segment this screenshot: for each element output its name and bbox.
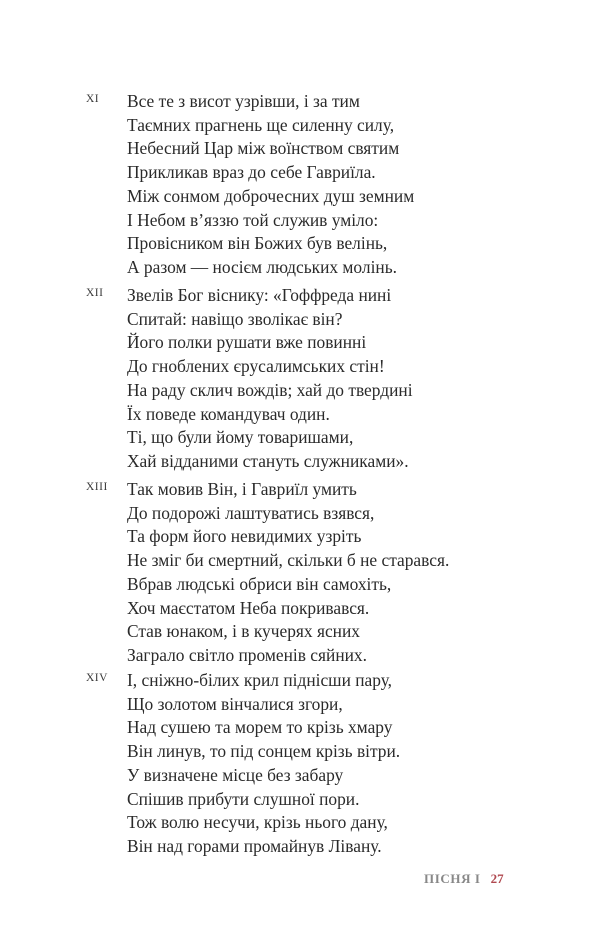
verse-line: Над сушею та морем то крізь хмару	[127, 717, 393, 738]
stanza-numeral: XIII	[86, 481, 108, 493]
verse-line: Та форм його невидимих узріть	[127, 526, 362, 547]
stanza-lines	[127, 478, 449, 668]
verse-line: Вбрав людські обриси він самохіть,	[127, 573, 392, 594]
running-title: ПІСНЯ І	[424, 871, 481, 886]
verse-line: Все те з висот узрівши, і за тим	[127, 91, 360, 111]
stanza-numeral: XII	[86, 287, 104, 299]
page-footer	[424, 871, 504, 887]
verse-line: Провісником він Божих був велінь,	[127, 233, 388, 254]
verse-line: Прикликав враз до себе Гавриїла.	[127, 162, 376, 183]
verse-line: Його полки рушати вже повинні	[127, 332, 367, 353]
verse-line: Не зміг би смертний, скільки б не старався.	[127, 550, 450, 571]
stanza-numeral: XIV	[86, 672, 108, 684]
verse-line: Що золотом вінчалися згори,	[127, 693, 343, 714]
verse-line: Він над горами промайнув Лівану.	[127, 835, 382, 856]
verse-line: Так мовив Він, і Гавриїл умить	[127, 479, 357, 499]
stanza-numeral: XI	[86, 93, 100, 105]
verse-line: Їх поведе командувач один.	[127, 403, 330, 424]
verse-line: У визначене місце без забару	[127, 764, 344, 785]
stanza-lines	[127, 90, 414, 280]
verse-line: Спитай: навіщо зволікає він?	[127, 308, 343, 329]
verse-line: Тож волю несучи, крізь нього дану,	[127, 812, 388, 833]
stanza-lines	[127, 284, 413, 474]
verse-line: І Небом в’яззю той служив уміло:	[127, 209, 379, 230]
verse-line: І, сніжно-білих крил піднісши пару,	[127, 670, 393, 690]
verse-line: Ті, що були йому товаришами,	[127, 427, 354, 448]
verse-line: Хоч маєстатом Неба покривався.	[127, 597, 370, 618]
verse-line: Заграло світло променів сяйних.	[127, 644, 367, 665]
verse-line: Хай відданими стануть служниками».	[127, 450, 409, 471]
verse-line: Небесний Цар між воїнством святим	[127, 138, 400, 159]
verse-line: До подорожі лаштуватись взявся,	[127, 502, 375, 523]
verse-line: До гноблених єрусалимських стін!	[127, 356, 385, 377]
verse-line: Таємних прагнень ще силенну силу,	[127, 114, 395, 135]
page-number: 27	[490, 871, 504, 886]
stanza-lines	[127, 669, 400, 859]
verse-line: Між сонмом доброчесних душ земним	[127, 185, 415, 206]
verse-line: А разом — носієм людських молінь.	[127, 256, 397, 277]
verse-line: Звелів Бог віснику: «Гоффреда нині	[127, 285, 392, 305]
verse-line: Він линув, то під сонцем крізь вітри.	[127, 741, 401, 762]
verse-line: На раду склич вождів; хай до твердині	[127, 379, 413, 400]
verse-line: Став юнаком, і в кучерях ясних	[127, 621, 360, 642]
verse-line: Спішив прибути слушної пори.	[127, 788, 360, 809]
